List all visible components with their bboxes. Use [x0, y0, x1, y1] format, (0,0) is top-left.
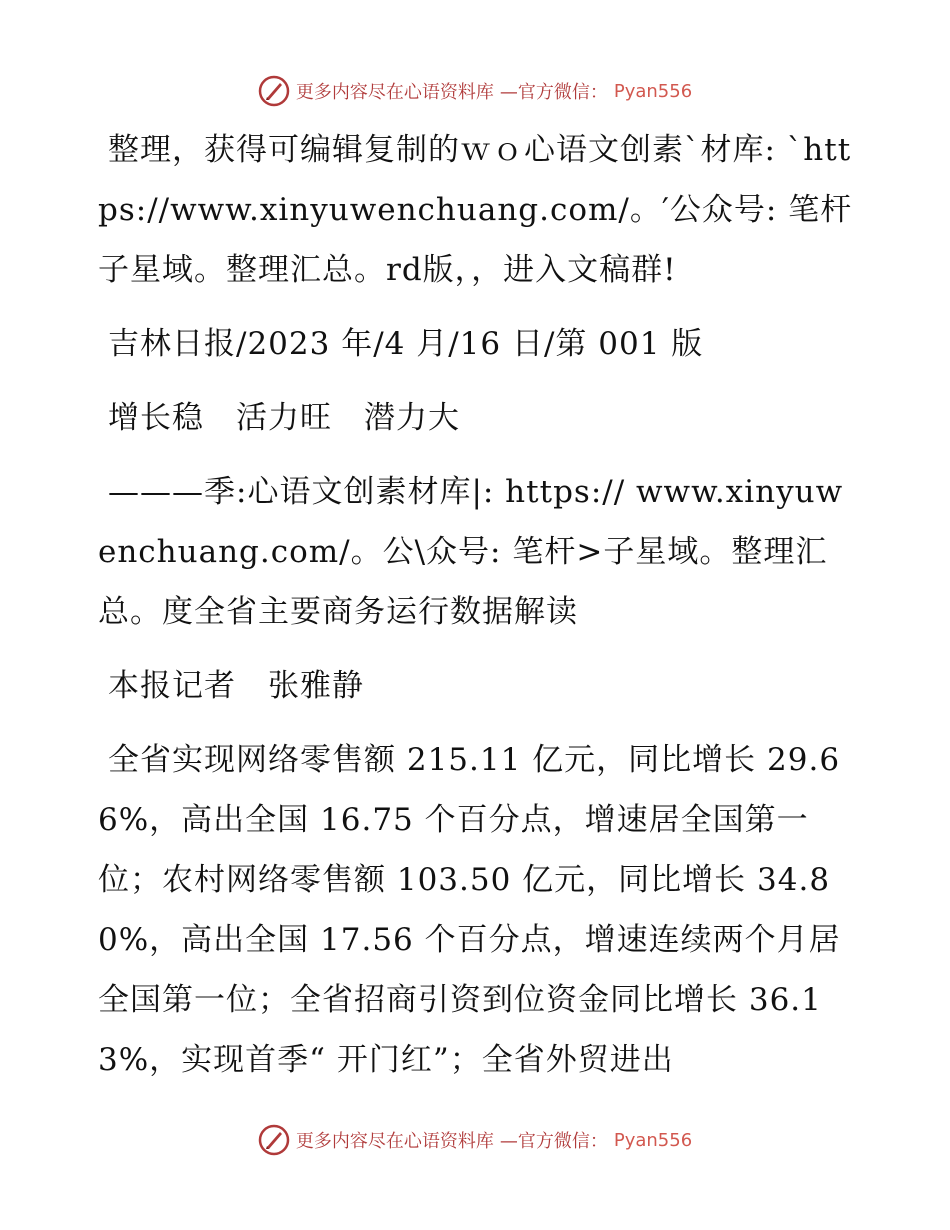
footer-watermark [0, 1120, 950, 1160]
article-subheadline: ———季:心语文创素材库|: https:// www.xinyuwenchuang.com/。公\众号: 笔杆>子星域。整理汇总。度全省主要商务运行数据解读 [98, 474, 844, 630]
publication-line: 吉林日报/2023 年/4 月/16 日/第 001 版 [108, 326, 704, 362]
document-body [98, 120, 858, 1090]
quill-logo-icon [258, 75, 290, 107]
header-watermark [0, 71, 950, 111]
watermark-text: 更多内容尽在心语资料库 [295, 82, 494, 103]
intro-paragraph: 整理，获得可编辑复制的ｗｏ心语文创素`材库: `https://www.xinyuwenchuang.com/。′公众号: 笔杆子星域。整理汇总。rd版，，进入文稿群! [98, 132, 853, 288]
watermark-wechat-id: Pyan556 [613, 1129, 693, 1151]
watermark-official-label: —官方微信： [499, 1131, 608, 1152]
watermark-official-label: —官方微信： [499, 82, 608, 103]
byline: 本报记者 张雅静 [108, 668, 364, 704]
article-headline: 增长稳 活力旺 潜力大 [108, 400, 460, 436]
watermark-wechat-id: Pyan556 [613, 80, 693, 102]
quill-logo-icon [258, 1124, 290, 1156]
body-paragraph: 全省实现网络零售额 215.11 亿元，同比增长 29.66%，高出全国 16.75 个百分点，增速居全国第一位；农村网络零售额 103.50 亿元，同比增长 34.80%，高出全国 17.56 个百分点，增速连续两个月居全国第一位；全省招商引资到位资金同比增长 36.13%，实现首季“ 开门红”；全省外贸进出 [98, 742, 841, 1078]
watermark-text: 更多内容尽在心语资料库 [295, 1131, 494, 1152]
